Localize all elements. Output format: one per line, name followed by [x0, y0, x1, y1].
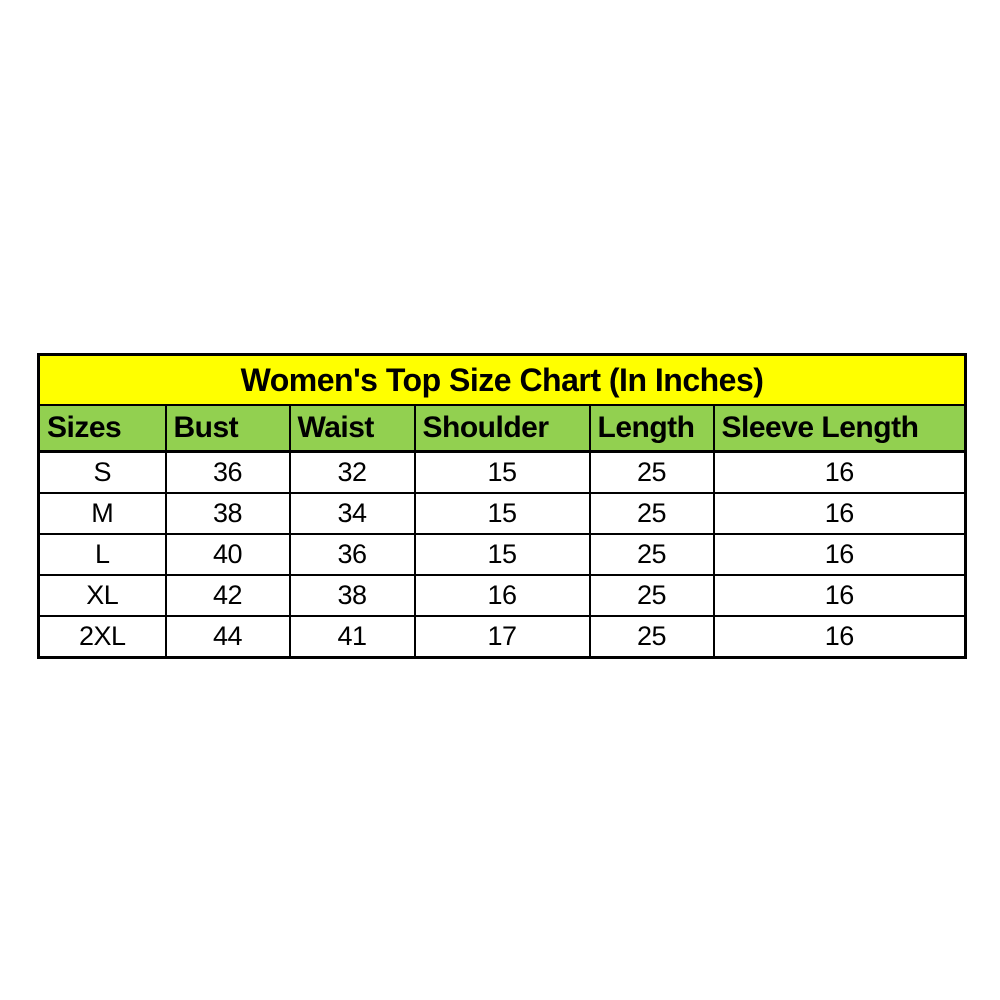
table-title: Women's Top Size Chart (In Inches)	[39, 355, 966, 406]
sleeve-length-cell: 16	[714, 534, 966, 575]
table-row-2xl	[39, 616, 966, 658]
sleeve-length-cell: 16	[714, 452, 966, 494]
table-row-xl	[39, 575, 966, 616]
size-cell: S	[39, 452, 166, 494]
col-header-sizes: Sizes	[39, 405, 166, 452]
bust-cell: 38	[166, 493, 290, 534]
col-header-bust: Bust	[166, 405, 290, 452]
size-cell: M	[39, 493, 166, 534]
shoulder-cell: 16	[415, 575, 590, 616]
shoulder-cell: 15	[415, 493, 590, 534]
bust-cell: 44	[166, 616, 290, 658]
sleeve-length-cell: 16	[714, 616, 966, 658]
length-cell: 25	[590, 616, 714, 658]
col-header-shoulder: Shoulder	[415, 405, 590, 452]
size-chart-table	[37, 353, 967, 659]
size-cell: 2XL	[39, 616, 166, 658]
waist-cell: 36	[290, 534, 415, 575]
length-cell: 25	[590, 534, 714, 575]
length-cell: 25	[590, 452, 714, 494]
sleeve-length-cell: 16	[714, 575, 966, 616]
length-cell: 25	[590, 493, 714, 534]
size-cell: L	[39, 534, 166, 575]
size-cell: XL	[39, 575, 166, 616]
shoulder-cell: 17	[415, 616, 590, 658]
col-header-waist: Waist	[290, 405, 415, 452]
waist-cell: 34	[290, 493, 415, 534]
waist-cell: 38	[290, 575, 415, 616]
table-row-l	[39, 534, 966, 575]
waist-cell: 32	[290, 452, 415, 494]
table-row-s	[39, 452, 966, 494]
header-row	[39, 405, 966, 452]
shoulder-cell: 15	[415, 534, 590, 575]
table-row-m	[39, 493, 966, 534]
title-row	[39, 355, 966, 406]
bust-cell: 36	[166, 452, 290, 494]
col-header-sleeve-length: Sleeve Length	[714, 405, 966, 452]
bust-cell: 40	[166, 534, 290, 575]
col-header-length: Length	[590, 405, 714, 452]
length-cell: 25	[590, 575, 714, 616]
sleeve-length-cell: 16	[714, 493, 966, 534]
bust-cell: 42	[166, 575, 290, 616]
shoulder-cell: 15	[415, 452, 590, 494]
waist-cell: 41	[290, 616, 415, 658]
